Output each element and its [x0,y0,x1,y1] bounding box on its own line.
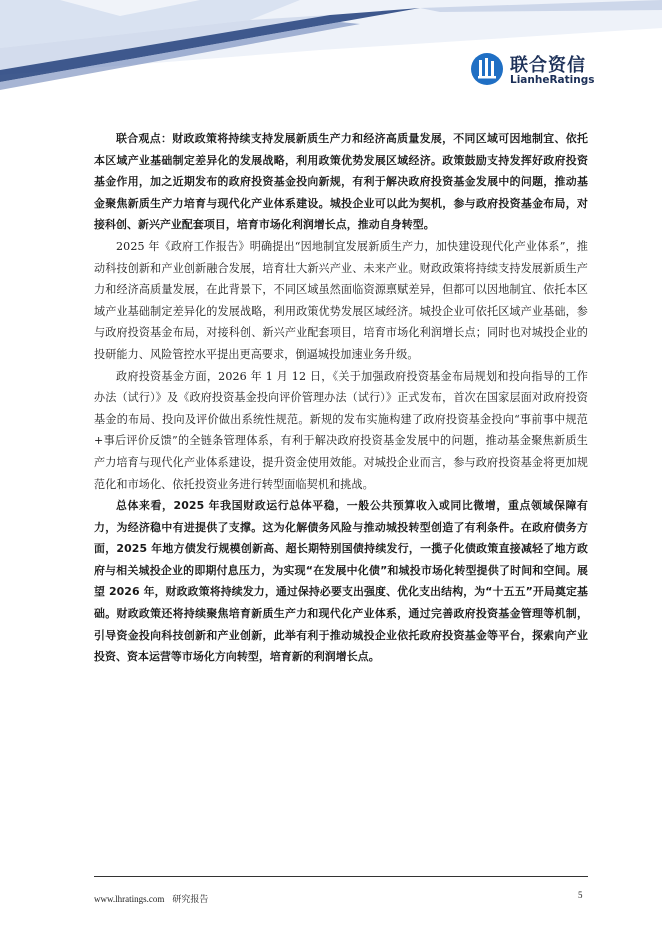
paragraph-policy-background: 2025 年《政府工作报告》明确提出“因地制宜发展新质生产力，加快建设现代化产业体系”，推动科技创新和产业创新融合发展，培育壮大新兴产业、未来产业。财政政策将持续支持发展新质生产力和经济高质量发展，在此背景下，不同区域虽然面临资源禀赋差异，但都可以因地制宜、依托本区域产业基础制定差异化的发展战略，利用政策优势发展区域经济。城投企业可依托区域产业基础，参与政府投资基金布局，对接科创、新兴产业配套项目，培育市场化利润增长点；同时也对城投企业的投研能力、风险管控水平提出更高要求，倒逼城投加速业务升级。 [94,239,588,361]
footer-divider [94,876,588,877]
lianhe-logo-icon [470,52,504,86]
footer-report-type: 研究报告 [172,894,209,904]
paragraph-summary-view: 联合观点：财政政策将持续支持发展新质生产力和经济高质量发展，不同区域可因地制宜、依托本区域产业基础制定差异化的发展战略，利用政策优势发展区域经济。政策鼓励支持发挥好政府投资基金作用，加之近期发布的政府投资基金投向新规，有利于解决政府投资基金发展中的问题，推动基金聚焦新质生产力培育与现代化产业体系建设。城投企业可以此为契机，参与政府投资基金布局，对接科创、新兴产业配套项目，培育市场化利润增长点，推动自身转型。 [94,132,588,232]
paragraph-investment-fund: 政府投资基金方面，2026 年 1 月 12 日，《关于加强政府投资基金布局规划和投向指导的工作办法（试行）》及《政府投资基金投向评价管理办法（试行）》正式发布，首次在国家层面对政府投资基金的布局、投向及评价做出系统性规范。新规的发布实施构建了政府投资基金投向“事前事中规范+事后评价反馈”的全链条管理体系，有利于解决政府投资基金发展中的问题，推动基金聚焦新质生产力培育与现代化产业体系建设，提升资金使用效能。对城投企业而言，参与政府投资基金将更加规范化和市场化、依托投资业务进行转型面临契机和挑战。 [94,369,588,491]
footer-info [94,892,208,905]
report-body [94,128,588,668]
logo-chinese-name: 联合资信 [510,55,586,76]
footer-website-link[interactable]: www.lhratings.com [94,894,165,904]
paragraph-overall-conclusion: 总体来看，2025 年我国财政运行总体平稳，一般公共预算收入或同比微增，重点领域保障有力，为经济稳中有进提供了支撑。这为化解债务风险与推动城投转型创造了有利条件。在政府债务方面，2025 年地方债发行规模创新高、超长期特别国债持续发行，一揽子化债政策直接减轻了地方政府与相关城投企业的即期付息压力，为实现“在发展中化债”和城投市场化转型提供了时间和空间。展望 2026 年，财政政策将持续发力，通过保持必要支出强度、优化支出结构，为“十五五”开局奠定基础。财政政策还将持续聚焦培育新质生产力和现代化产业体系，通过完善政府投资基金管理等机制，引导资金投向科技创新和产业创新，此举有利于推动城投企业依托政府投资基金等平台，探索向产业投资、资本运营等市场化方向转型，培育新的利润增长点。 [94,499,588,664]
company-logo [470,52,620,92]
page-number: 5 [578,890,583,900]
logo-english-name: LianheRatings [510,74,595,86]
